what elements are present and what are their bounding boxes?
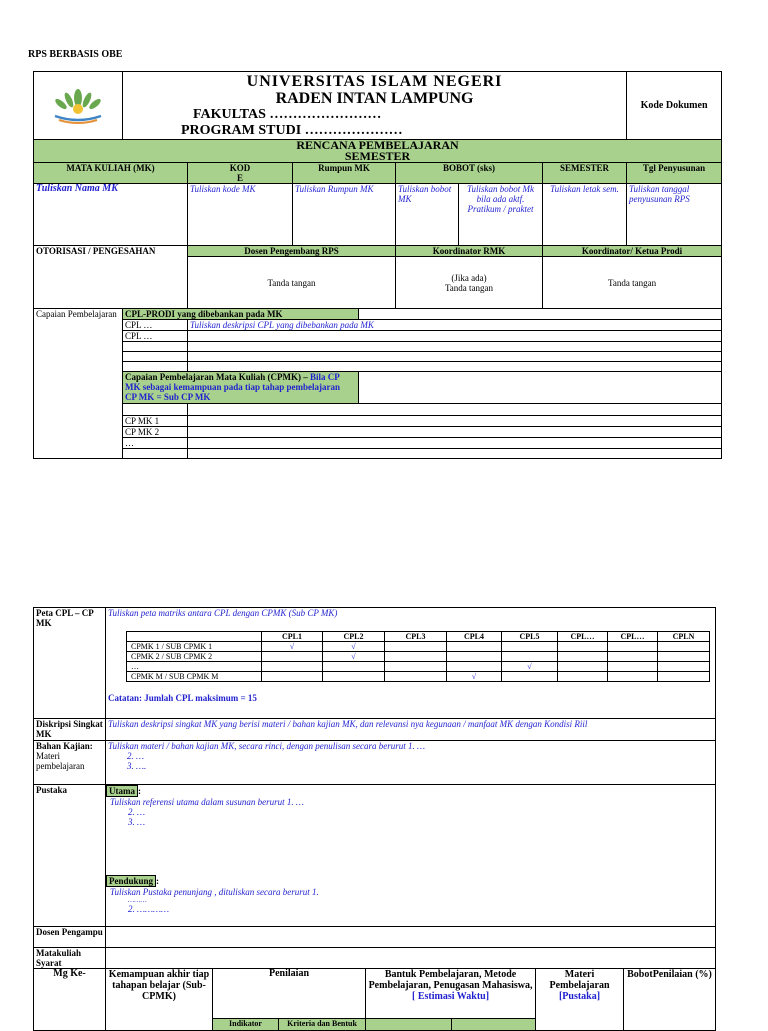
matrix-check-cell[interactable] [262, 662, 323, 672]
pustaka-cell: Utama : Tuliskan referensi utama dalam susunan berurut 1. … 2. … 3. … Pendukung : Tuliskan Pustaka penunjang , dituliskan secara berurut 1. ……… 2. ………… [106, 785, 716, 927]
pustaka-utama-line-1[interactable]: Tuliskan referensi utama dalam susunan berurut 1. … [110, 797, 304, 807]
bobot-mk-field[interactable]: Tuliskan bobot MK [396, 184, 459, 246]
ketua-prodi-header: Koordinator/ Ketua Prodi [543, 246, 722, 257]
cpmk-header-blank [359, 372, 722, 404]
matrix-check-cell[interactable] [447, 652, 502, 662]
bahan-kajian-sublabel: Materi pembelajaran [36, 751, 85, 771]
pustaka-utama-label: Utama [106, 785, 138, 797]
matrix-check-cell[interactable] [502, 642, 558, 652]
matrix-col-header: CPL1 [262, 632, 323, 642]
bobot-penilaian-header: BobotPenilaian (%) [624, 969, 716, 1031]
cpl-header-blank [359, 309, 722, 320]
bahan-line-1: Tuliskan materi / bahan kajian MK, secara rinci, dengan penulisan secara berurut 1. … [108, 741, 425, 751]
bahan-kajian-label: Bahan Kajian [36, 741, 90, 751]
dosen-pengembang-header: Dosen Pengembang RPS [188, 246, 396, 257]
col-kode-header [188, 163, 293, 184]
col-mk-header: MATA KULIAH (MK) [34, 163, 188, 184]
page-label: RPS BERBASIS OBE [28, 49, 123, 60]
pustaka-utama-line-3: 3. … [128, 817, 146, 827]
matrix-check-cell[interactable] [502, 652, 558, 662]
peta-cpl-cell [106, 608, 716, 719]
matrix-check-cell[interactable] [385, 672, 447, 682]
cpmk-header [123, 372, 359, 404]
doc-code-label: Kode Dokumen [627, 72, 722, 140]
col-kode-line1: KOD [229, 163, 251, 173]
indikator-header: Indikator [213, 1019, 279, 1031]
bobot-praktikum-field[interactable]: Tuliskan bobot Mk bila ada aktf. Pratikum / praktet [459, 184, 543, 246]
cpl-row-label: CPL … [123, 320, 188, 331]
col-bobot-header: BOBOT (sks) [396, 163, 543, 184]
matrix-col-header: CPL4 [447, 632, 502, 642]
matrix-check-cell[interactable] [608, 642, 658, 652]
matakuliah-syarat-label: Matakuliah Syarat [34, 948, 106, 969]
bahan-kajian-label-cell: Bahan Kajian: Materi pembelajaran [34, 741, 106, 785]
mg-ke-header: Mg Ke- [34, 969, 106, 1031]
peta-cpl-note: Catatan: Jumlah CPL maksimum = 15 [108, 693, 257, 703]
bentuk-header [366, 969, 536, 1019]
pustaka-pendukung-line-1[interactable]: Tuliskan Pustaka penunjang , dituliskan secara berurut 1. [110, 887, 319, 897]
estimasi-header-text: [ Estimasi Waktu] [411, 991, 490, 1002]
cpmk-row-label [123, 449, 188, 459]
tgl-penyusunan-field[interactable]: Tuliskan tanggal penyusunan RPS [627, 184, 722, 246]
bahan-kajian-field[interactable] [106, 741, 716, 785]
kemampuan-header: Kemampuan akhir tiap tahapan belajar (Sub-CPMK) [106, 969, 213, 1031]
matrix-col-header: CPL2 [323, 632, 385, 642]
cpl-row-label [123, 362, 188, 372]
pustaka-pendukung-line-3: 2. ………… [128, 904, 170, 914]
rps-header-table [33, 71, 722, 459]
col-rumpun-header: Rumpun MK [293, 163, 396, 184]
otorisasi-label: OTORISASI / PENGESAHAN [34, 246, 188, 309]
pustaka-label: Pustaka [34, 785, 106, 927]
kode-mk-field[interactable]: Tuliskan kode MK [188, 184, 293, 246]
daring-header [452, 1019, 536, 1031]
col-kode-line2: E [236, 173, 243, 183]
matrix-check-cell[interactable] [608, 662, 658, 672]
rps-title-line1: RENCANA PEMBELAJARAN [296, 139, 459, 152]
cpl-row-label [123, 352, 188, 362]
col-tgl-header: Tgl Penyusunan [627, 163, 722, 184]
bentuk-header-text: Bantuk Pembelajaran, Metode Pembelajaran, Penugasan Mahasiswa, [368, 969, 533, 991]
matrix-check-cell[interactable] [385, 662, 447, 672]
diskripsi-field[interactable]: Tuliskan deskripsi singkat MK yang berisi materi / bahan kajian MK, dan relevansi nya kegunaan / manfaat MK dengan Kondisi Riil [106, 719, 716, 741]
cpmk-row-label: CP MK 2 [123, 427, 188, 438]
bahan-line-2: 2. … [127, 751, 145, 761]
schedule-header-table [33, 968, 716, 1031]
university-name-line1: UNIVERSITAS ISLAM NEGERI [246, 72, 503, 90]
matrix-check-cell[interactable] [323, 662, 385, 672]
pustaka-tag: [Pustaka] [558, 991, 601, 1002]
matrix-check-cell[interactable] [658, 672, 710, 682]
matrix-check-cell[interactable] [658, 662, 710, 672]
matakuliah-syarat-field[interactable] [106, 948, 716, 969]
peta-cpl-desc: Tuliskan peta matriks antara CPL dengan CPMK (Sub CP MK) [108, 608, 338, 618]
cpl-desc-field[interactable] [188, 331, 722, 342]
cpmk-row-label [123, 404, 188, 416]
cpl-desc-field[interactable] [188, 342, 722, 352]
koordinator-rmk-header: Koordinator RMK [396, 246, 543, 257]
matrix-check-cell[interactable] [323, 672, 385, 682]
university-logo-icon [47, 86, 109, 126]
matrix-check-cell[interactable] [558, 662, 608, 672]
matrix-col-header: CPL… [608, 632, 658, 642]
semester-field[interactable]: Tuliskan letak sem. [543, 184, 627, 246]
matrix-check-cell[interactable] [502, 672, 558, 682]
pustaka-pendukung-label: Pendukung [106, 875, 156, 887]
dosen-pengampu-label: Dosen Pengampu [34, 927, 106, 948]
matrix-check-cell[interactable] [447, 642, 502, 652]
jika-ada-note: (Jika ada) [451, 272, 487, 283]
cpl-row-label: CPL … [123, 331, 188, 342]
matrix-check-cell[interactable]: √ [323, 642, 385, 652]
cpmk-header-title: Capaian Pembelajaran Mata Kuliah (CPMK) – [125, 372, 308, 382]
matrix-row-label: … [127, 662, 262, 672]
penilaian-header: Penilaian [213, 969, 366, 1019]
capaian-label: Capaian Pembelajaran [34, 309, 123, 459]
matrix-col-header: CPL3 [385, 632, 447, 642]
materi-header [536, 969, 624, 1031]
matrix-corner [127, 632, 262, 642]
bahan-line-3: 3. …. [127, 761, 147, 771]
cpmk-desc-field[interactable] [188, 416, 722, 427]
cpl-desc-field[interactable] [188, 352, 722, 362]
matrix-check-cell[interactable]: √ [447, 672, 502, 682]
cpl-prodi-header: CPL-PRODI yang dibebankan pada MK [123, 309, 359, 320]
pustaka-utama-line-2: 2. … [128, 807, 146, 817]
matrix-check-cell[interactable]: √ [262, 642, 323, 652]
dosen-pengampu-field[interactable] [106, 927, 716, 948]
matrix-check-cell[interactable] [658, 652, 710, 662]
cpmk-row-label: … [123, 438, 188, 449]
matrix-row-label: CPMK M / SUB CPMK M [127, 672, 262, 682]
cpmk-row-label: CP MK 1 [123, 416, 188, 427]
koordinator-signature-field[interactable] [396, 257, 543, 309]
matrix-check-cell[interactable] [385, 642, 447, 652]
matrix-check-cell[interactable] [558, 672, 608, 682]
rps-title [34, 140, 722, 163]
matrix-check-cell[interactable] [558, 642, 608, 652]
program-line: PROGRAM STUDI ………………… [181, 122, 403, 138]
dosen-signature-field[interactable]: Tanda tangan [188, 257, 396, 309]
luring-header [366, 1019, 452, 1031]
diskripsi-label: Diskripsi Singkat MK [34, 719, 106, 741]
matrix-check-cell[interactable] [262, 672, 323, 682]
nama-mk-field[interactable]: Tuliskan Nama MK [34, 184, 188, 246]
materi-header-text: Materi Pembelajaran [549, 969, 610, 991]
matrix-col-header: CPLN [658, 632, 710, 642]
cpl-row-label [123, 342, 188, 352]
cpl-desc-field[interactable] [188, 362, 722, 372]
peta-cpl-label: Peta CPL – CP MK [34, 608, 106, 719]
matrix-check-cell[interactable] [385, 652, 447, 662]
matrix-row-label: CPMK 2 / SUB CPMK 2 [127, 652, 262, 662]
cpl-matrix [126, 631, 710, 682]
ketua-signature-field[interactable]: Tanda tangan [543, 257, 722, 309]
matrix-check-cell[interactable]: √ [323, 652, 385, 662]
matrix-check-cell[interactable] [262, 652, 323, 662]
matrix-check-cell[interactable] [608, 672, 658, 682]
matrix-check-cell[interactable] [447, 662, 502, 672]
matrix-check-cell[interactable] [558, 652, 608, 662]
university-name-line2: RADEN INTAN LAMPUNG [275, 89, 474, 107]
matrix-check-cell[interactable] [608, 652, 658, 662]
pustaka-pendukung-line-2: ……… [128, 896, 147, 904]
matrix-col-header: CPL… [558, 632, 608, 642]
rps-detail-table [33, 607, 716, 969]
university-title-cell [123, 72, 627, 140]
col-semester-header: SEMESTER [543, 163, 627, 184]
cpmk-desc-field[interactable] [188, 404, 722, 416]
koordinator-tanda-tangan: Tanda tangan [444, 282, 494, 293]
logo-cell [34, 72, 123, 140]
cpl-desc-field[interactable]: Tuliskan deskripsi CPL yang dibebankan pada MK [188, 320, 722, 331]
matrix-row-label: CPMK 1 / SUB CPMK 1 [127, 642, 262, 652]
matrix-check-cell[interactable] [658, 642, 710, 652]
faculty-line: FAKULTAS …………………… [193, 106, 382, 122]
rps-title-line2: SEMESTER [344, 149, 411, 163]
cpmk-header-equation: CP MK = Sub CP MK [125, 392, 211, 402]
cpmk-desc-field[interactable] [188, 427, 722, 438]
kriteria-header: Kriteria dan Bentuk [279, 1019, 366, 1031]
cpmk-header-note: Bila CP MK sebagai kemampuan pada tiap tahap pembelajaran [125, 372, 341, 392]
matrix-col-header: CPL5 [502, 632, 558, 642]
cpmk-desc-field[interactable] [188, 438, 722, 449]
cpmk-desc-field[interactable] [188, 449, 722, 459]
rumpun-mk-field[interactable]: Tuliskan Rumpun MK [293, 184, 396, 246]
matrix-check-cell[interactable]: √ [502, 662, 558, 672]
